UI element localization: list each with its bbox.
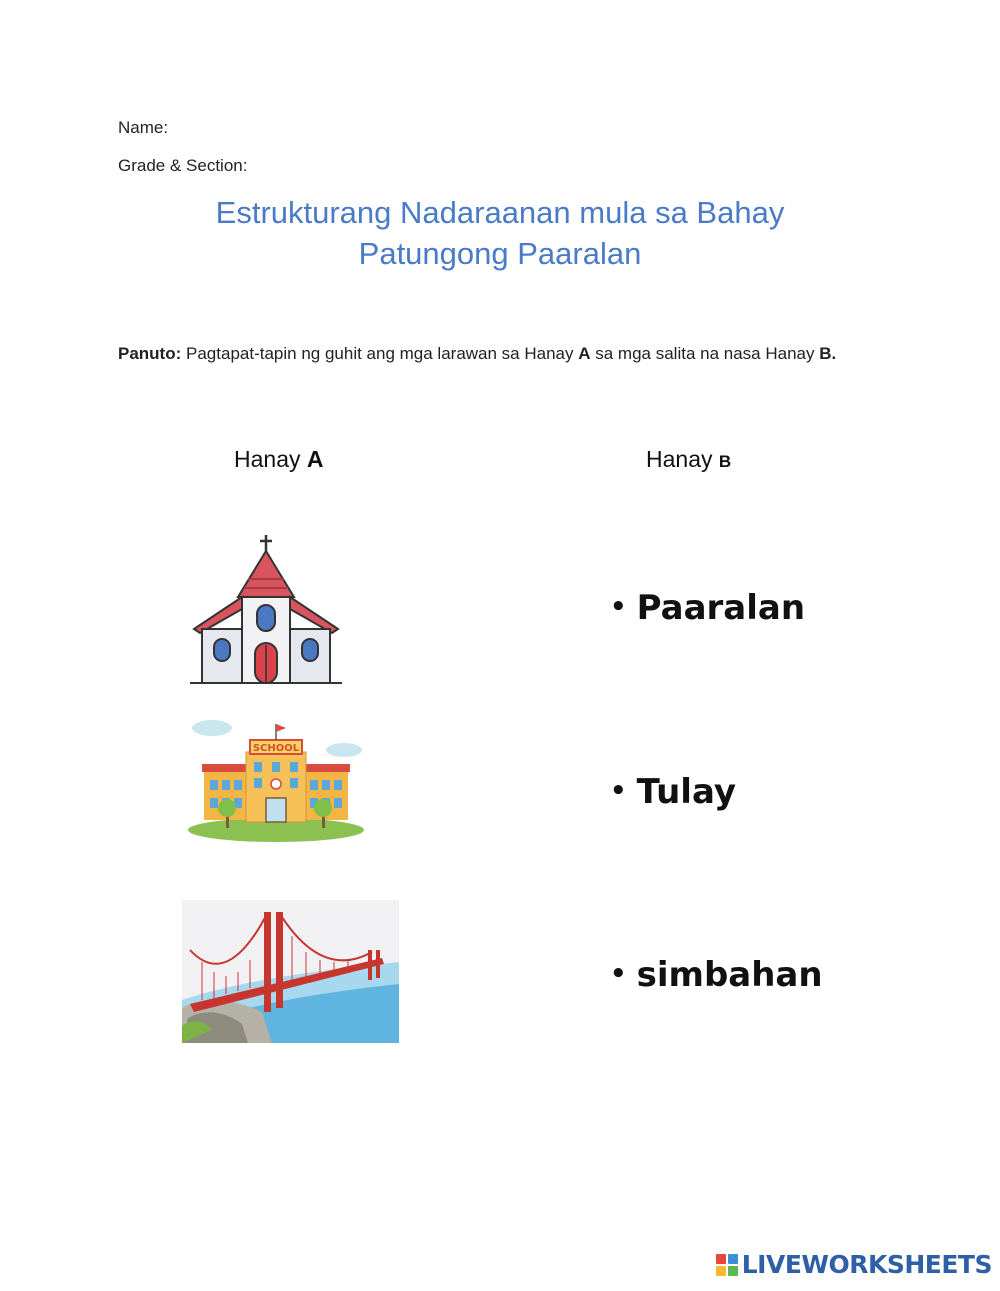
column-b-letter: B bbox=[718, 452, 732, 471]
bridge-image[interactable] bbox=[182, 900, 399, 1043]
bullet-2: • bbox=[610, 776, 627, 806]
column-a-label: Hanay bbox=[234, 446, 301, 472]
logo-tile-1 bbox=[716, 1254, 726, 1264]
logo-tile-3 bbox=[716, 1266, 726, 1276]
bullet-1: • bbox=[610, 592, 627, 622]
word-paaralan[interactable] bbox=[610, 588, 805, 628]
instructions-text-1: Pagtapat-tapin ng guhit ang mga larawan sa Hanay bbox=[186, 344, 574, 363]
logo-text: LIVEWORKSHEETS bbox=[741, 1250, 992, 1279]
logo-tile-4 bbox=[728, 1266, 738, 1276]
title-line-1: Estrukturang Nadaraanan mula sa Bahay bbox=[215, 195, 785, 230]
instructions bbox=[118, 337, 878, 371]
logo-tile-2 bbox=[728, 1254, 738, 1264]
instructions-hanay-a: A bbox=[578, 344, 591, 363]
instructions-text-2: sa mga salita na nasa Hanay bbox=[595, 344, 815, 363]
school-sign-text: SCHOOL bbox=[252, 743, 300, 754]
column-a-heading bbox=[234, 446, 324, 473]
word-tulay[interactable] bbox=[610, 772, 736, 812]
column-b-label: Hanay bbox=[646, 446, 713, 472]
name-label: Name: bbox=[118, 118, 169, 137]
liveworksheets-logo[interactable] bbox=[716, 1250, 992, 1279]
bullet-3: • bbox=[610, 959, 627, 989]
page-title bbox=[0, 192, 1000, 274]
word-2-text: Tulay bbox=[636, 772, 737, 812]
logo-icon bbox=[716, 1254, 738, 1276]
word-simbahan[interactable] bbox=[610, 955, 823, 995]
school-image[interactable] bbox=[188, 712, 364, 844]
instructions-label: Panuto: bbox=[118, 344, 182, 363]
column-a-letter: A bbox=[306, 446, 324, 472]
word-3-text: simbahan bbox=[636, 955, 823, 995]
column-b-heading bbox=[646, 446, 731, 473]
instructions-hanay-b: B. bbox=[819, 344, 837, 363]
grade-section-label: Grade & Section: bbox=[118, 156, 248, 175]
church-image[interactable] bbox=[190, 533, 342, 685]
word-1-text: Paaralan bbox=[636, 588, 806, 628]
title-line-2: Patungong Paaralan bbox=[358, 236, 642, 271]
